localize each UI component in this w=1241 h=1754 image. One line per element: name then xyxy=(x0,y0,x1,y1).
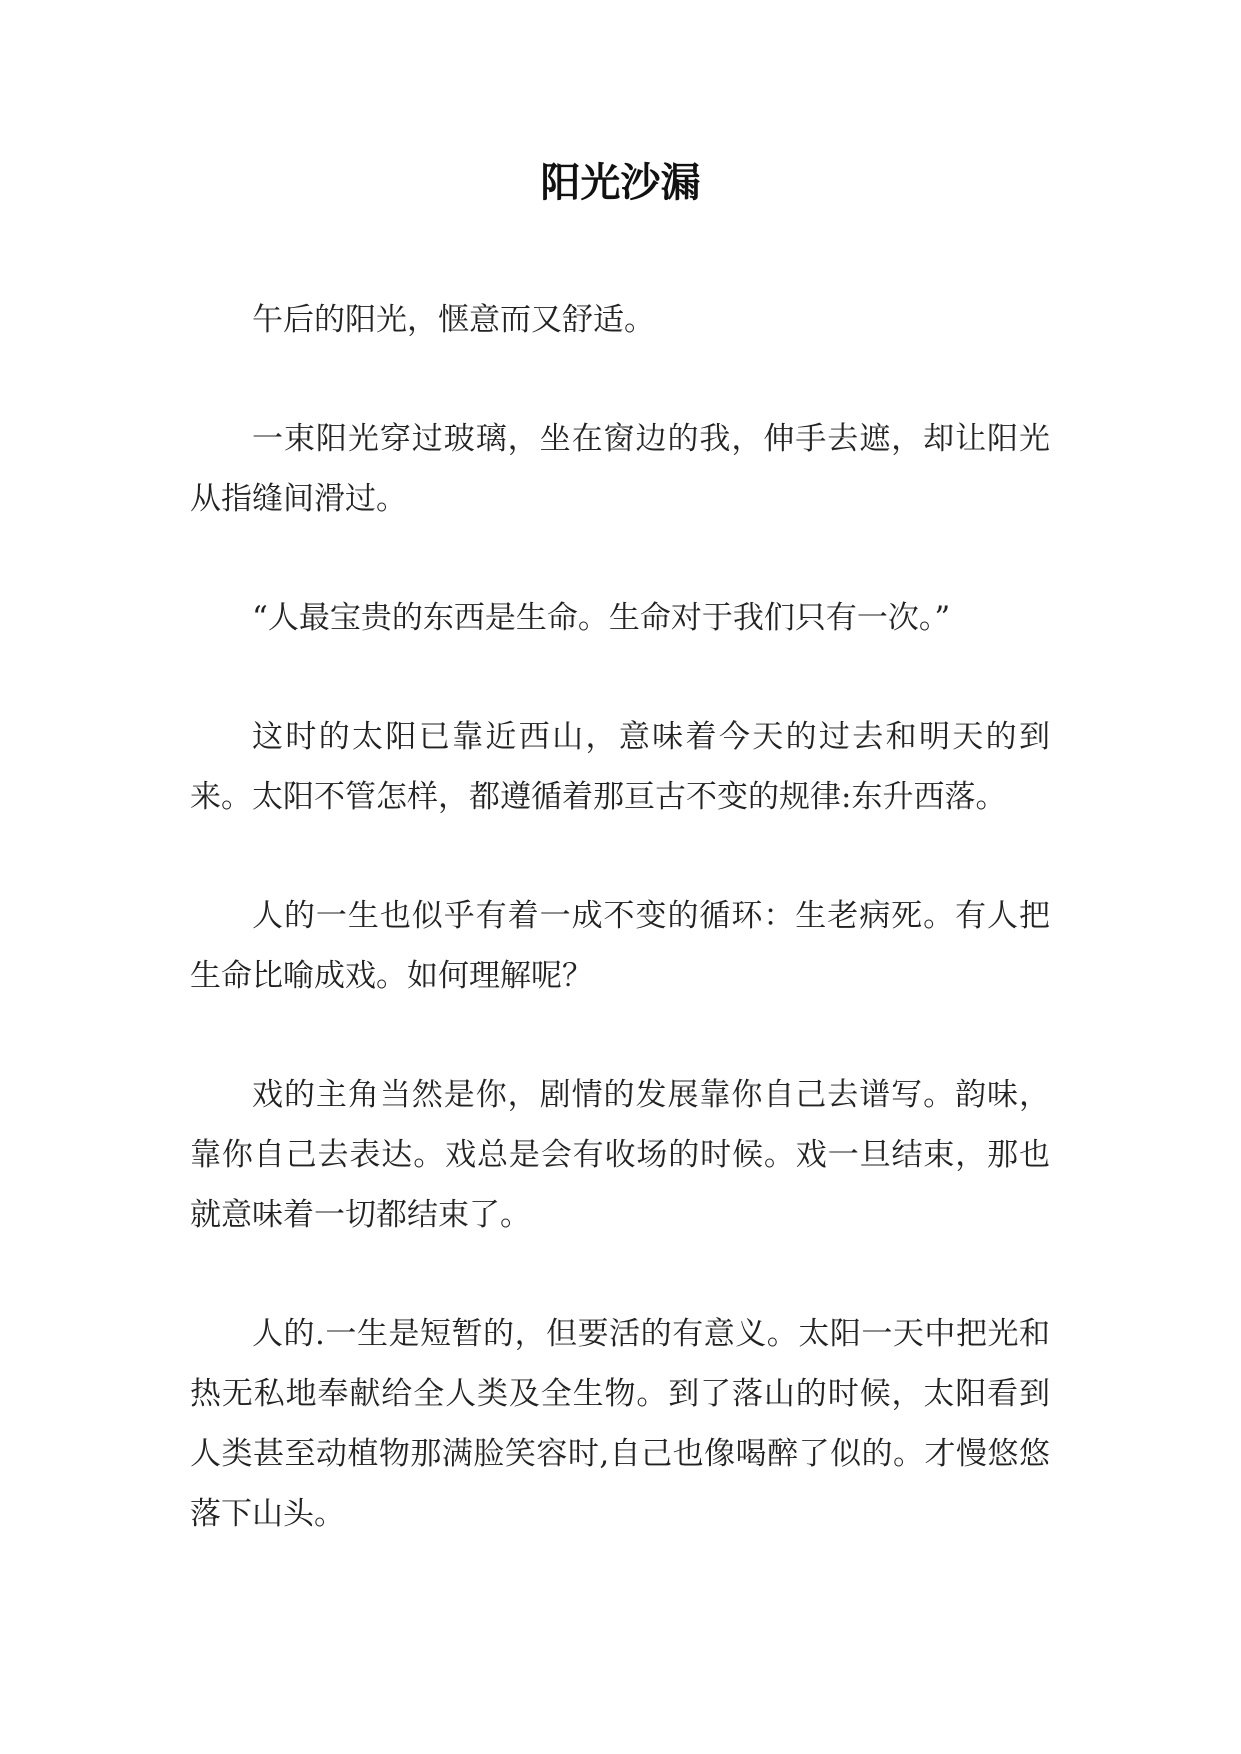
paragraph-2: 一束阳光穿过玻璃，坐在窗边的我，伸手去遮，却让阳光从指缝间滑过。 xyxy=(190,421,1050,517)
paragraph-4: 这时的太阳已靠近西山，意味着今天的过去和明天的到来。太阳不管怎样，都遵循着那亘古不变的规律:东升西落。 xyxy=(190,719,1050,815)
paragraph-7: 人的.一生是短暂的，但要活的有意义。太阳一天中把光和热无私地奉献给全人类及全生物。到了落山的时候，太阳看到人类甚至动植物那满脸笑容时,自己也像喝醉了似的。才慢悠悠落下山头。 xyxy=(190,1316,1050,1532)
document-body xyxy=(190,290,1050,1603)
paragraph-6: 戏的主角当然是你，剧情的发展靠你自己去谱写。韵味，靠你自己去表达。戏总是会有收场的时候。戏一旦结束，那也就意味着一切都结束了。 xyxy=(190,1077,1050,1233)
document-title: 阳光沙漏 xyxy=(540,159,701,206)
paragraph-3: “人最宝贵的东西是生命。生命对于我们只有一次。” xyxy=(252,600,951,636)
paragraph-5: 人的一生也似乎有着一成不变的循环：生老病死。有人把生命比喻成戏。如何理解呢？ xyxy=(190,898,1050,994)
paragraph-1: 午后的阳光，惬意而又舒适。 xyxy=(252,302,655,338)
